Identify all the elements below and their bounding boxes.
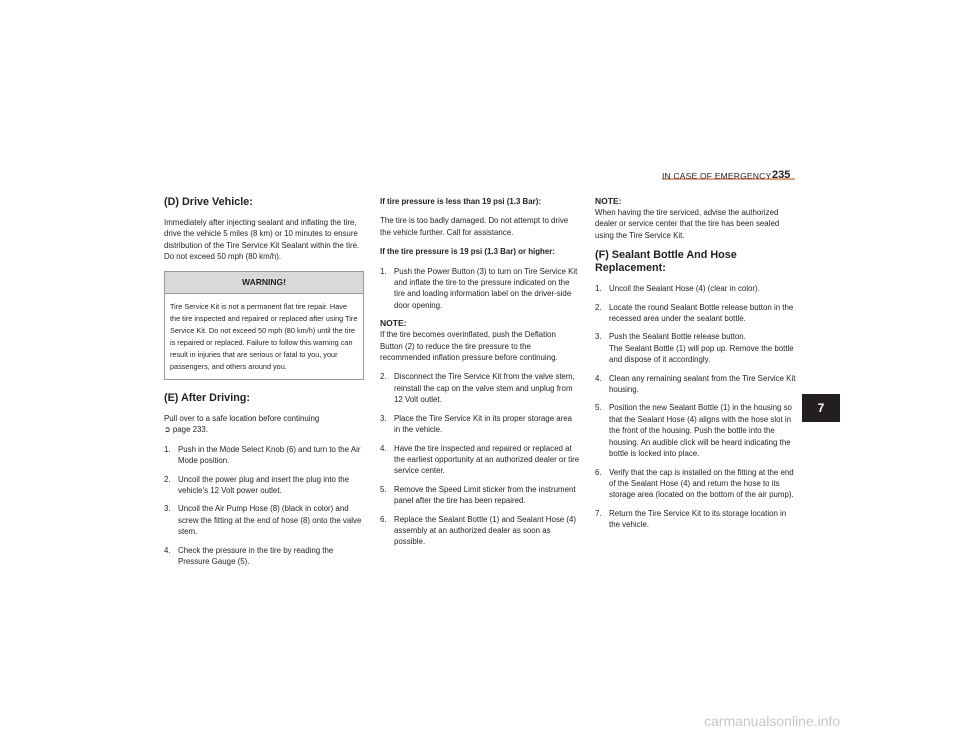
step-text: Uncoil the power plug and insert the plug into the vehicle's 12 Volt power outlet. [178, 474, 350, 496]
page-ref-link[interactable]: page 233. [172, 425, 209, 435]
list-item [380, 443, 580, 477]
warning-text: Tire Service Kit is not a permanent flat tire repair. Have the tire inspected and repaired or replaced after using Tire Service Kit. Do not exceed 50 mph (80 km/h) until the tire is repaired or replaced. Failure to follow this warning can result in injuries that are serious or fatal to you, your passengers, and others around you. [170, 302, 358, 372]
list-item [164, 503, 364, 537]
finish-steps [380, 371, 580, 547]
step-text: Clean any remaining sealant from the Tire Service Kit housing. [609, 373, 796, 395]
page-number: 235 [772, 169, 791, 181]
step-number: 7. [595, 508, 602, 518]
after-driving-steps [164, 444, 364, 568]
step-text: Return the Tire Service Kit to its storage location in the vehicle. [609, 508, 787, 530]
step-text: Locate the round Sealant Bottle release button in the recessed area under the sealant bottle. [609, 302, 794, 324]
step-text: Remove the Speed Limit sticker from the instrument panel after the tire has been repaired. [394, 484, 576, 506]
warning-box [164, 271, 364, 380]
list-item [595, 331, 797, 365]
step-text: Have the tire inspected and repaired or replaced at the earliest opportunity at an authorized dealer or tire service center. [394, 443, 580, 476]
page-ref-arrow-icon: ➲ [164, 425, 171, 435]
inflate-steps [380, 266, 580, 312]
step-number: 4. [595, 373, 602, 383]
step-number: 3. [164, 504, 171, 514]
step-text-continued: The Sealant Bottle (1) will pop up. Remove the bottle and dispose of it accordingly. [609, 343, 794, 365]
step-number: 1. [595, 284, 602, 294]
step-number: 5. [380, 484, 387, 494]
section-d-text: Immediately after injecting sealant and inflating the tire, drive the vehicle 5 miles (8 km) or 10 minutes to ensure distribution of the Tire Service Kit Sealant within the tire. Do not exceed 50 mph (80 km/h). [164, 218, 360, 262]
step-number: 2. [595, 302, 602, 312]
step-number: 4. [164, 545, 171, 555]
section-e-heading: (E) After Driving: [164, 392, 250, 405]
list-item [164, 474, 364, 497]
note-text: When having the tire serviced, advise the authorized dealer or service center that the tire has been sealed using the Tire Service Kit. [595, 208, 780, 240]
step-number: 3. [380, 413, 387, 423]
step-number: 2. [164, 474, 171, 484]
step-number: 1. [164, 444, 171, 454]
list-item [595, 508, 797, 531]
step-text: Replace the Sealant Bottle (1) and Sealant Hose (4) assembly at an authorized dealer as soon as possible. [394, 514, 577, 547]
step-text: Uncoil the Sealant Hose (4) (clear in color). [609, 284, 760, 294]
section-e-text [164, 413, 364, 436]
list-item [380, 371, 580, 405]
list-item [380, 266, 580, 312]
list-item [380, 514, 580, 548]
step-number: 3. [595, 332, 602, 342]
chapter-tab: 7 [802, 394, 840, 422]
section-d-heading: (D) Drive Vehicle: [164, 196, 253, 208]
step-text: Disconnect the Tire Service Kit from the valve stem, reinstall the cap on the valve stem and unplug from 12 Volt outlet. [394, 372, 575, 405]
list-item [595, 373, 797, 396]
step-number: 1. [380, 266, 387, 276]
step-text: Check the pressure in the tire by reading the Pressure Gauge (5). [178, 545, 334, 567]
list-item [380, 484, 580, 507]
step-text: Verify that the cap is installed on the fitting at the end of the Sealant Hose (4) and return the hose to its storage area (located on the bottom of the air pump). [609, 467, 794, 500]
note-heading: NOTE: [380, 318, 407, 329]
list-item [380, 413, 580, 436]
step-text: Position the new Sealant Bottle (1) in the housing so that the Sealant Hose (4) aligns with the hose slot in the front of the housing. Push the bottle into the housing. An audible click will be heard indicating the bottle is locked into place. [609, 403, 792, 459]
low-pressure-heading: If tire pressure is less than 19 psi (1.3 Bar): [380, 197, 541, 206]
list-item [164, 444, 364, 467]
step-text: Push the Power Button (3) to turn on Tire Service Kit and inflate the tire to the pressure indicated on the tire and loading information label on the driver-side door opening. [394, 266, 578, 310]
step-number: 4. [380, 443, 387, 453]
warning-title: WARNING! [165, 272, 363, 294]
step-text: Place the Tire Service Kit in its proper storage area in the vehicle. [394, 413, 573, 435]
step-text: Push the Sealant Bottle release button. [609, 332, 746, 342]
section-title: IN CASE OF EMERGENCY [662, 171, 772, 181]
list-item [164, 545, 364, 568]
list-item [595, 302, 797, 325]
step-number: 6. [380, 514, 387, 524]
watermark: carmanualsonline.info [704, 713, 841, 729]
list-item [595, 283, 797, 294]
note-text: If the tire becomes overinflated, push the Deflation Button (2) to reduce the tire pressure to the recommended inflation pressure before continuing. [380, 330, 558, 363]
step-number: 6. [595, 467, 602, 477]
step-number: 5. [595, 403, 602, 413]
replacement-steps [595, 283, 797, 530]
column-middle [380, 196, 580, 555]
list-item [595, 467, 797, 501]
section-f-heading: (F) Sealant Bottle And Hose Replacement: [595, 249, 737, 275]
note-heading: NOTE: [595, 196, 622, 206]
step-text: Push in the Mode Select Knob (6) and turn to the Air Mode position. [178, 444, 361, 466]
step-text: Uncoil the Air Pump Hose (8) (black in color) and screw the fitting at the end of hose (8) onto the valve stem. [178, 504, 362, 537]
step-number: 2. [380, 372, 387, 382]
high-pressure-heading: If the tire pressure is 19 psi (1.3 Bar) or higher: [380, 247, 555, 257]
column-left [164, 196, 364, 575]
list-item [595, 402, 797, 459]
low-pressure-text: The tire is too badly damaged. Do not attempt to drive the vehicle further. Call for assistance. [380, 216, 569, 237]
column-right [595, 196, 797, 538]
section-e-intro: Pull over to a safe location before continuing [164, 414, 320, 424]
